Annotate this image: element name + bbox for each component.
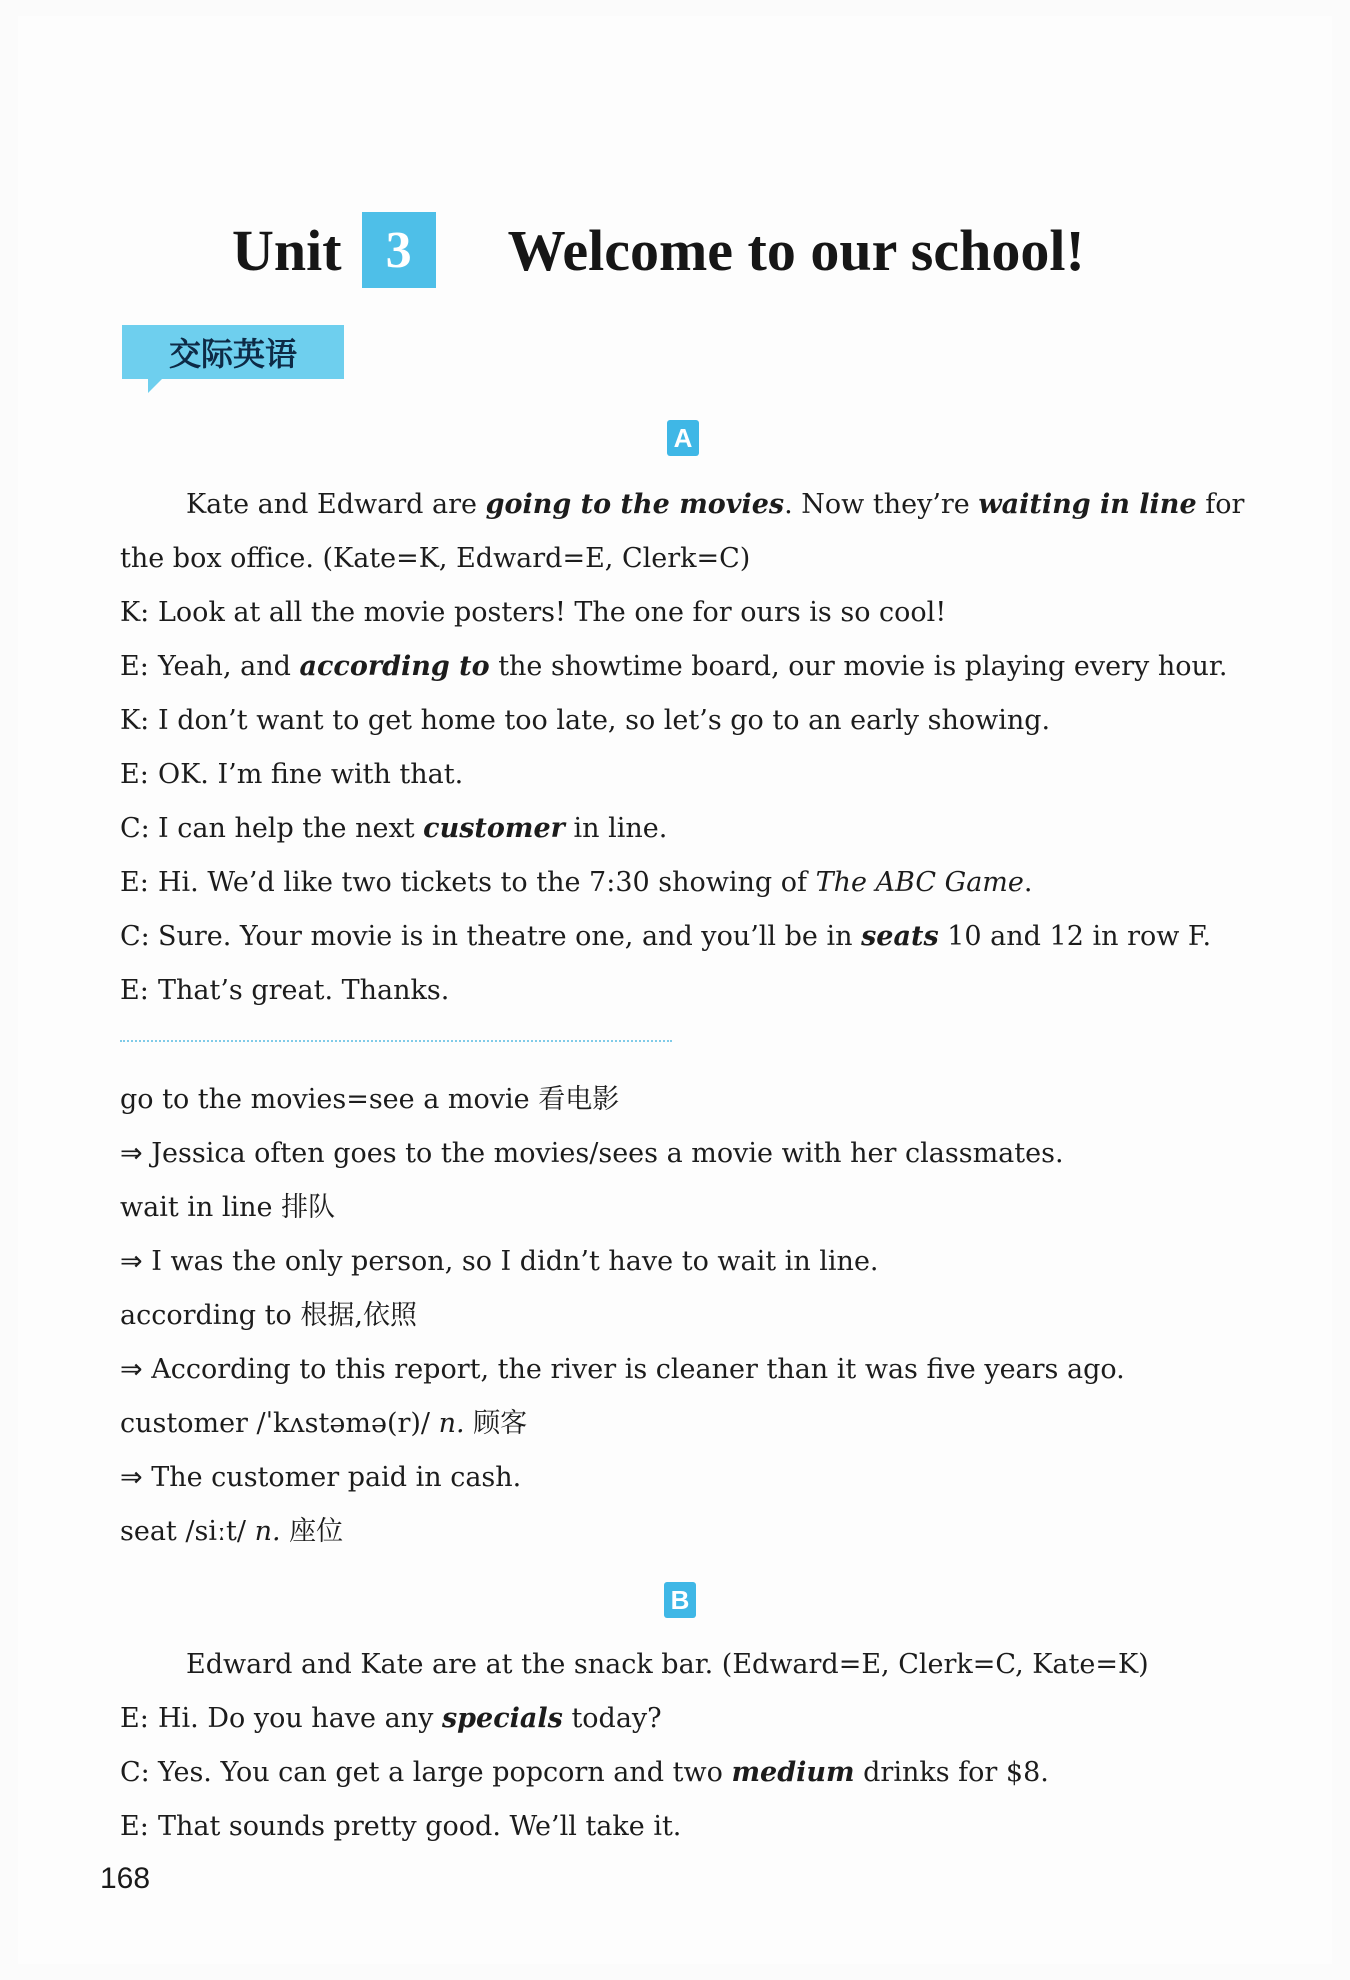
dialogue-line: E: Hi. We’d like two tickets to the 7:30 showing of The ABC Game. xyxy=(120,856,1250,910)
vocab-example: ⇒ According to this report, the river is cleaner than it was five years ago. xyxy=(120,1354,1125,1385)
speaker-label: E: xyxy=(120,1811,149,1842)
part-of-speech: n. xyxy=(438,1408,465,1439)
arrow-icon: ⇒ xyxy=(120,1246,143,1277)
part-a-intro: Kate and Edward are going to the movies. Now they’re waiting in line for the box office. (Kate=K, Edward=E, Clerk=C) xyxy=(120,489,1245,574)
keyword: customer xyxy=(423,813,565,844)
speaker-label: E: xyxy=(120,651,149,682)
dialogue-line: C: Yes. You can get a large popcorn and two medium drinks for $8. xyxy=(120,1746,1250,1800)
dialogue-line: E: OK. I’m fine with that. xyxy=(120,748,1250,802)
speaker-label: E: xyxy=(120,975,149,1006)
dialogue-line: C: I can help the next customer in line. xyxy=(120,802,1250,856)
vocab-term: wait in line 排队 xyxy=(120,1192,336,1223)
section-tag: 交际英语 xyxy=(122,325,344,379)
part-of-speech: n. xyxy=(254,1516,281,1547)
arrow-icon: ⇒ xyxy=(120,1462,143,1493)
speaker-label: E: xyxy=(120,867,149,898)
dialogue-line: E: Yeah, and according to the showtime board, our movie is playing every hour. xyxy=(120,640,1250,694)
vocab-example: ⇒ The customer paid in cash. xyxy=(120,1462,522,1493)
dialogue-line: K: I don’t want to get home too late, so let’s go to an early showing. xyxy=(120,694,1250,748)
movie-title: The ABC Game xyxy=(815,867,1024,898)
speaker-label: C: xyxy=(120,813,150,844)
vocab-term: according to 根据,依照 xyxy=(120,1300,417,1331)
part-b-intro: Edward and Kate are at the snack bar. (Edward=E, Clerk=C, Kate=K) xyxy=(186,1649,1149,1680)
keyword: specials xyxy=(441,1703,563,1734)
part-a-dialogue xyxy=(120,478,1250,1018)
keyword: seats xyxy=(861,921,939,952)
keyword: according to xyxy=(299,651,490,682)
dotted-divider xyxy=(120,1040,672,1042)
speaker-label: C: xyxy=(120,1757,150,1788)
vocab-term: customer /ˈkʌstəmə(r)/ n. 顾客 xyxy=(120,1408,528,1439)
vocab-example: ⇒ I was the only person, so I didn’t have to wait in line. xyxy=(120,1246,879,1277)
arrow-icon: ⇒ xyxy=(120,1138,143,1169)
arrow-icon: ⇒ xyxy=(120,1354,143,1385)
keyword: waiting in line xyxy=(978,489,1197,520)
keyword: medium xyxy=(731,1757,855,1788)
speaker-label: K: xyxy=(120,597,150,628)
vocab-term: go to the movies=see a movie 看电影 xyxy=(120,1084,620,1115)
speaker-label: C: xyxy=(120,921,150,952)
unit-number-badge: 3 xyxy=(362,212,436,288)
dialogue-line: K: Look at all the movie posters! The one for ours is so cool! xyxy=(120,586,1250,640)
part-b-dialogue xyxy=(120,1638,1250,1854)
page-number: 168 xyxy=(100,1862,151,1895)
dialogue-line: C: Sure. Your movie is in theatre one, and you’ll be in seats 10 and 12 in row F. xyxy=(120,910,1250,964)
vocab-term: seat /siːt/ n. 座位 xyxy=(120,1516,344,1547)
vocabulary-notes xyxy=(120,1073,1250,1559)
dialogue-line: E: Hi. Do you have any specials today? xyxy=(120,1692,1250,1746)
speaker-label: K: xyxy=(120,705,150,736)
unit-word: Unit xyxy=(232,217,342,283)
speaker-label: E: xyxy=(120,759,149,790)
part-a-badge: A xyxy=(667,420,699,456)
dialogue-line: E: That sounds pretty good. We’ll take it. xyxy=(120,1800,1250,1854)
part-b-badge: B xyxy=(664,1582,696,1618)
vocab-example: ⇒ Jessica often goes to the movies/sees a movie with her classmates. xyxy=(120,1138,1064,1169)
keyword: going to the movies xyxy=(485,489,785,520)
speaker-label: E: xyxy=(120,1703,149,1734)
unit-title: Welcome to our school! xyxy=(507,217,1085,283)
unit-heading xyxy=(232,205,1192,295)
dialogue-line: E: That’s great. Thanks. xyxy=(120,964,1250,1018)
